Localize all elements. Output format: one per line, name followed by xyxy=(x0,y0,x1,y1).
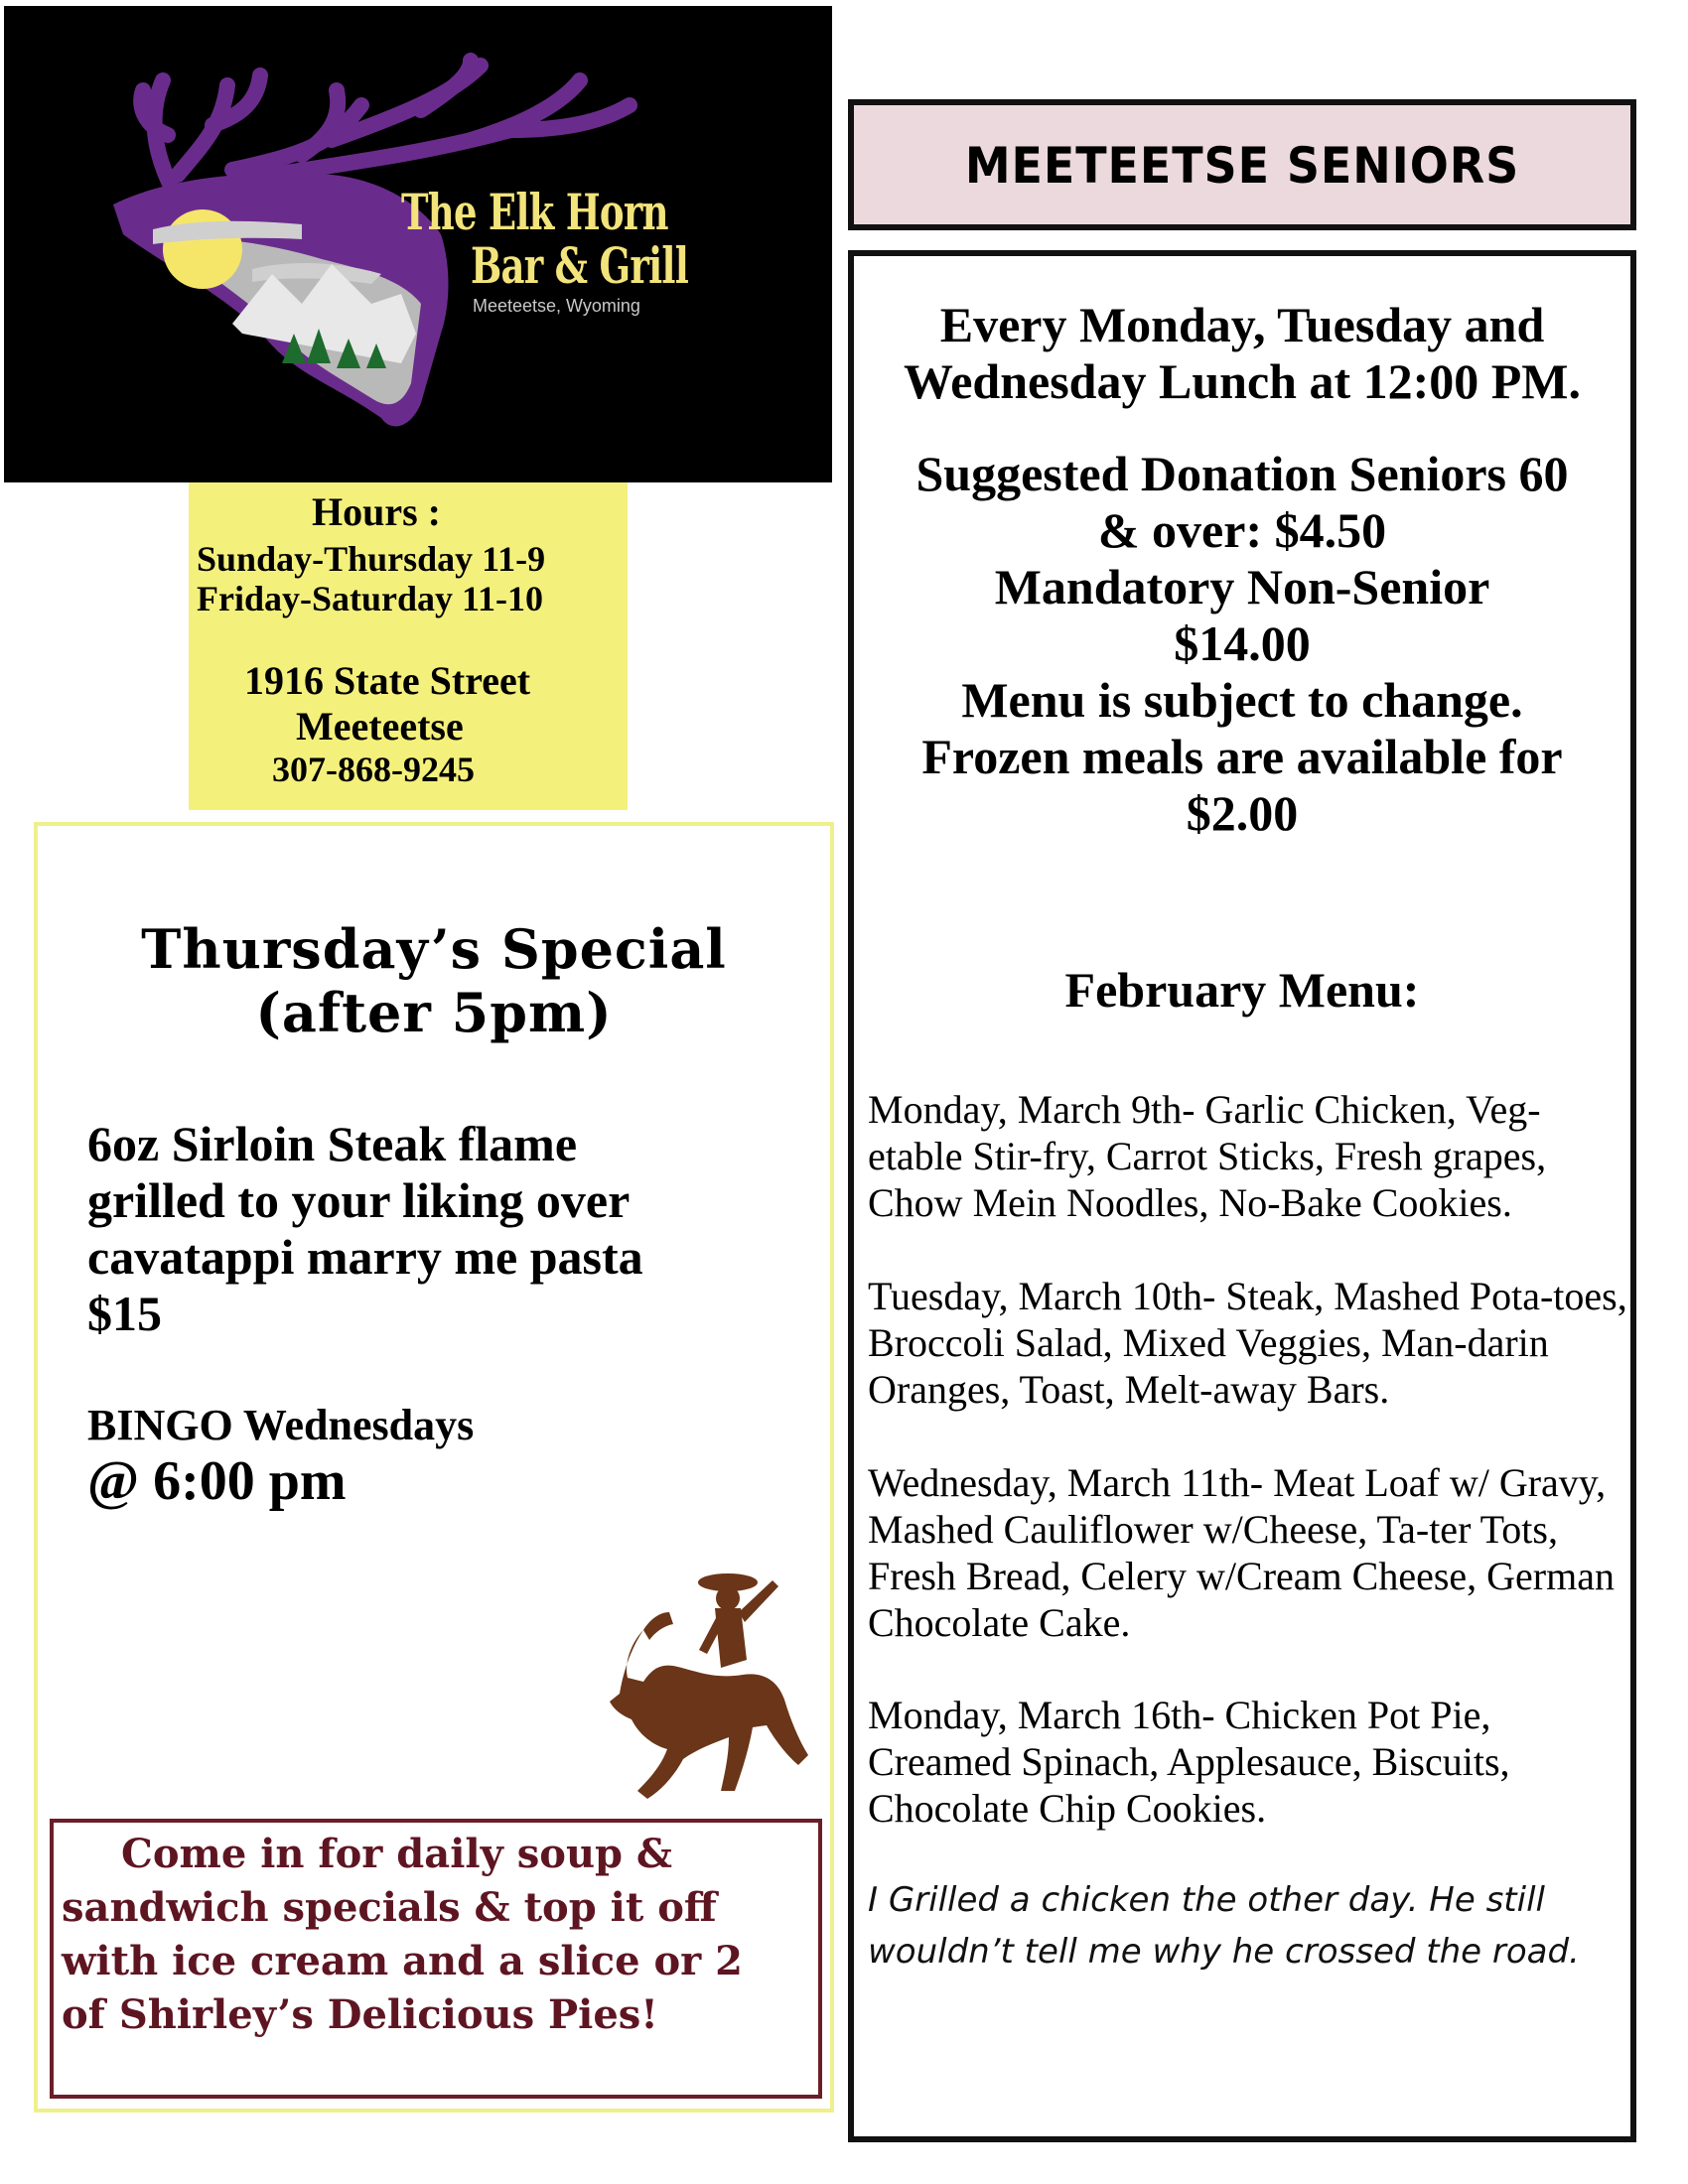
hours-label: Hours : xyxy=(312,489,441,534)
phone-number: 307-868-9245 xyxy=(272,750,475,789)
hours-box xyxy=(189,482,628,810)
hours-line2: Friday-Saturday 11-10 xyxy=(197,579,544,618)
thursday-special-panel xyxy=(34,822,834,2113)
menu-item: Wednesday, March 11th- Meat Loaf w/ Gravy, Mashed Cauliflower w/Cheese, Ta-ter Tots, Fresh Bread, Celery w/Cream Cheese, German Chocolate Cake. xyxy=(868,1460,1615,1645)
promo-line: with ice cream and a slice or 2 xyxy=(62,1938,743,1984)
logo-title-line2: Bar & Grill xyxy=(471,236,689,295)
elk-horn-logo xyxy=(4,6,832,482)
special-line: cavatappi marry me pasta xyxy=(87,1229,643,1285)
seniors-panel xyxy=(848,250,1636,2142)
joke-text: I Grilled a chicken the other day. He still wouldn’t tell me why he crossed the road. xyxy=(868,1880,1580,1972)
menu-item: Monday, March 16th- Chicken Pot Pie, Creamed Spinach, Applesauce, Biscuits, Chocolate Chip Cookies. xyxy=(868,1693,1510,1831)
donation-line: $2.00 xyxy=(1186,785,1299,841)
special-title: Thursday’s Special xyxy=(141,917,727,981)
hours-line1: Sunday-Thursday 11-9 xyxy=(197,539,546,579)
donation-line: Frozen meals are available for xyxy=(921,729,1563,784)
donation-line: $14.00 xyxy=(1174,615,1311,671)
seniors-title: MEETEETSE SENIORS xyxy=(964,137,1520,195)
promo-box xyxy=(50,1819,822,2099)
menu-title: February Menu: xyxy=(1064,962,1420,1018)
special-line: 6oz Sirloin Steak flame xyxy=(87,1116,578,1171)
schedule-line: Every Monday, Tuesday and xyxy=(939,297,1545,352)
elk-head-icon xyxy=(4,6,832,482)
bingo-label: BINGO Wednesdays xyxy=(87,1401,475,1449)
logo-location: Meeteetse, Wyoming xyxy=(473,296,640,316)
special-price: $15 xyxy=(87,1286,162,1341)
seniors-header xyxy=(848,99,1636,230)
donation-line: Suggested Donation Seniors 60 xyxy=(915,446,1569,501)
logo-title-line1: The Elk Horn xyxy=(401,183,668,241)
address-town: Meeteetse xyxy=(296,704,464,749)
bingo-time: @ 6:00 pm xyxy=(87,1450,347,1512)
special-description xyxy=(87,1116,643,1342)
donation-line: Mandatory Non-Senior xyxy=(994,559,1490,614)
special-subtitle: (after 5pm) xyxy=(255,981,613,1044)
schedule-line: Wednesday Lunch at 12:00 PM. xyxy=(903,353,1581,409)
promo-line: Come in for daily soup & xyxy=(121,1831,673,1877)
bucking-horse-icon xyxy=(604,1561,812,1819)
menu-item: Tuesday, March 10th- Steak, Mashed Pota-toes, Broccoli Salad, Mixed Veggies, Man-darin Oranges, Toast, Melt-away Bars. xyxy=(868,1274,1627,1412)
address-street: 1916 State Street xyxy=(244,658,531,703)
donation-line: & over: $4.50 xyxy=(1097,502,1387,558)
promo-line: of Shirley’s Delicious Pies! xyxy=(62,1991,658,2038)
promo-line: sandwich specials & top it off xyxy=(62,1884,717,1931)
special-line: grilled to your liking over xyxy=(87,1172,631,1228)
menu-item: Monday, March 9th- Garlic Chicken, Veg-etable Stir-fry, Carrot Sticks, Fresh grapes, Chow Mein Noodles, No-Bake Cookies. xyxy=(868,1087,1547,1225)
donation-line: Menu is subject to change. xyxy=(961,672,1523,728)
